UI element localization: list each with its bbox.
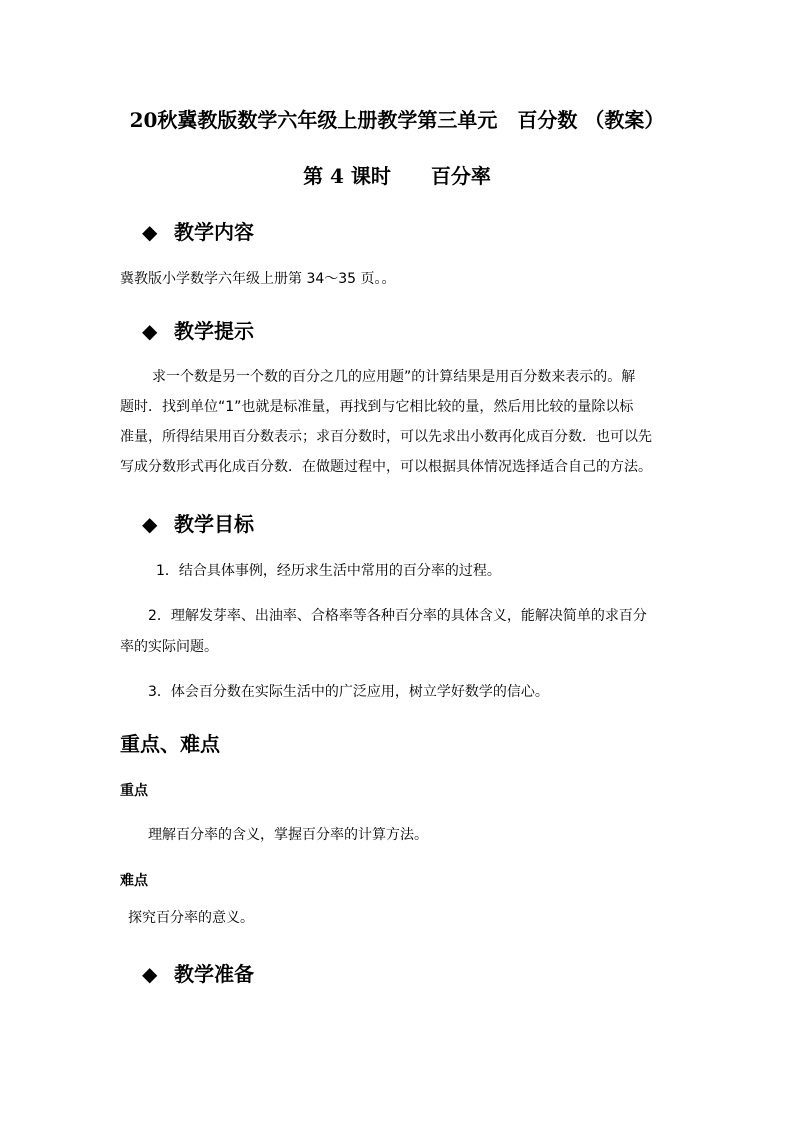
- tips-line: 题时．找到单位“1”也就是标准量，再找到与它相比较的量，然后用比较的量除以标: [120, 399, 634, 415]
- diamond-bullet-icon: ◆: [142, 962, 158, 986]
- tips-line: 求一个数是另一个数的百分之几的应用题”的计算结果是用百分数来表示的。解: [152, 369, 636, 385]
- goal-item-2-line-2: 率的实际问题。: [120, 639, 218, 655]
- goal-item-1: 1．结合具体事例，经历求生活中常用的百分率的过程。: [156, 563, 501, 579]
- lesson-title: 第 4 课时 百分率: [303, 164, 491, 188]
- content-text: 冀教版小学数学六年级上册第 34～35 页。。: [120, 271, 396, 287]
- goal-item-2-line-1: 2．理解发芽率、出油率、合格率等各种百分率的具体含义，能解决简单的求百分: [148, 608, 647, 624]
- section-heading-tips-label: 教学提示: [174, 319, 254, 343]
- section-heading-tips: [142, 315, 254, 344]
- tips-line: 写成分数形式再化成百分数．在做题过程中，可以根据具体情况选择适合自己的方法。: [120, 459, 652, 475]
- section-heading-goals-label: 教学目标: [174, 512, 254, 536]
- tips-paragraph: [120, 362, 680, 482]
- key-points-heading: 重点、难点: [120, 732, 220, 756]
- goal-item-3: 3．体会百分数在实际生活中的广泛应用，树立学好数学的信心。: [148, 684, 549, 700]
- diamond-bullet-icon: ◆: [142, 512, 158, 536]
- key-point-text: 理解百分率的含义，掌握百分率的计算方法。: [148, 827, 428, 843]
- difficult-point-text: 探究百分率的意义。: [128, 910, 254, 926]
- section-heading-prep-label: 教学准备: [174, 962, 254, 986]
- section-heading-content-label: 教学内容: [174, 220, 254, 244]
- tips-line: 准量，所得结果用百分数表示；求百分数时，可以先求出小数再化成百分数．也可以先: [120, 429, 652, 445]
- section-heading-goals: [142, 508, 254, 537]
- document-title: 20秋冀教版数学六年级上册教学第三单元 百分数 （教案）: [129, 108, 665, 132]
- key-point-label: 重点: [120, 783, 148, 799]
- difficult-point-label: 难点: [120, 873, 148, 889]
- diamond-bullet-icon: ◆: [142, 319, 158, 343]
- section-heading-prep: [142, 958, 254, 987]
- section-heading-content: [142, 216, 254, 245]
- diamond-bullet-icon: ◆: [142, 220, 158, 244]
